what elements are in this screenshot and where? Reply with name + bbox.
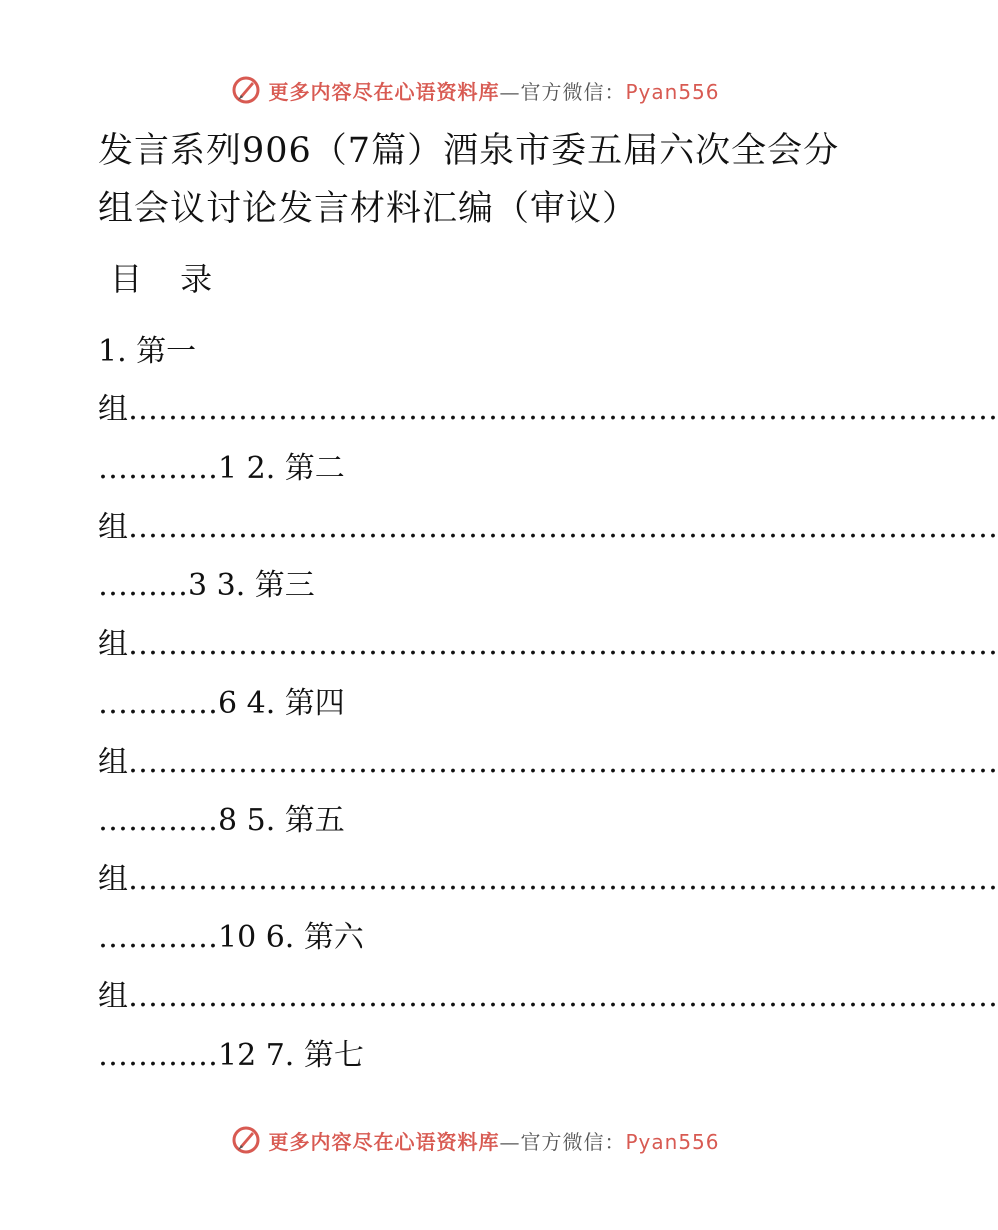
watermark-id: Pyan556	[625, 1129, 720, 1154]
header-watermark	[0, 70, 950, 110]
watermark-main: 更多内容尽在心语资料库	[268, 1129, 500, 1154]
toc-line: 组……………………………………………………………………………	[98, 745, 998, 780]
toc-line: 组……………………………………………………………………………	[98, 979, 998, 1014]
watermark-text	[268, 1126, 719, 1155]
watermark-label: 官方微信：	[520, 1129, 626, 1154]
toc-line: 组……………………………………………………………………………	[98, 862, 998, 897]
document-title: 发言系列906（7篇）酒泉市委五届六次全会分组会议讨论发言材料汇编（审议）	[98, 131, 840, 229]
quill-pen-circle-icon	[230, 74, 262, 106]
quill-pen-circle-icon	[230, 1124, 262, 1156]
watermark-id: Pyan556	[625, 79, 720, 104]
toc-line: ………3 3. 第三	[98, 568, 315, 603]
watermark-main: 更多内容尽在心语资料库	[268, 79, 500, 104]
watermark-dash: —	[499, 79, 521, 104]
toc-line: …………8 5. 第五	[98, 803, 345, 838]
toc-heading: 目 录	[110, 260, 227, 298]
watermark-text	[268, 76, 719, 105]
footer-watermark	[0, 1120, 950, 1160]
toc-line: 组……………………………………………………………………………	[98, 510, 998, 545]
toc-line: …………6 4. 第四	[98, 686, 345, 721]
toc-line: 组……………………………………………………………………………	[98, 392, 998, 427]
toc-line: …………10 6. 第六	[98, 920, 364, 955]
watermark-label: 官方微信：	[520, 79, 626, 104]
watermark-dash: —	[499, 1129, 521, 1154]
toc-line: 组……………………………………………………………………………	[98, 627, 998, 662]
toc-line: 1. 第一	[98, 334, 197, 369]
toc-line: …………12 7. 第七	[98, 1038, 364, 1073]
toc-line: …………1 2. 第二	[98, 451, 345, 486]
